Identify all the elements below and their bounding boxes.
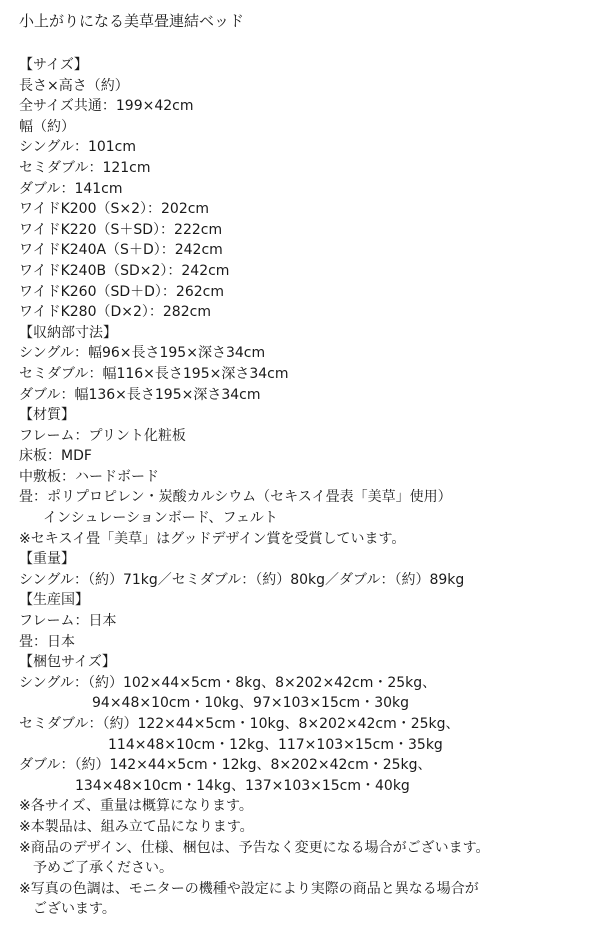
spec-line: シングル：101cm [19, 139, 137, 156]
spec-line: インシュレーションボード、フェルト [43, 510, 278, 527]
spec-line: セミダブル：（約）122×44×5cm・10kg、8×202×42cm・25kg、 [19, 716, 460, 732]
spec-line: 全サイズ共通：199×42cm [19, 98, 194, 115]
spec-line: 長さ×高さ（約） [19, 77, 129, 94]
section-heading: 【重量】 [19, 551, 75, 568]
spec-line: フレーム：プリント化粧板 [19, 427, 186, 444]
section-heading: 【収納部寸法】 [19, 324, 117, 341]
spec-line: 床板：MDF [19, 448, 92, 465]
spec-line: シングル：幅96×長さ195×深さ34cm [19, 345, 266, 362]
spec-line: シングル：（約）71kg／セミダブル：（約）80kg／ダブル：（約）89kg [19, 571, 465, 588]
spec-line: ※本製品は、組み立て品になります。 [19, 818, 254, 835]
spec-line: セミダブル：幅116×長さ195×深さ34cm [19, 365, 289, 382]
spec-line: セミダブル：121cm [19, 159, 151, 176]
spec-line: シングル：（約）102×44×5cm・8kg、8×202×42cm・25kg、 [19, 674, 437, 691]
spec-line: ※写真の色調は、モニターの機種や設定により実際の商品と異なる場合が [19, 880, 479, 897]
spec-line: 幅（約） [19, 118, 75, 135]
spec-line: 畳：ポリプロピレン・炭酸カルシウム（セキスイ畳表「美草」使用） [19, 489, 452, 506]
spec-line: ※商品のデザイン、仕様、梱包は、予告なく変更になる場合がございます。 [19, 839, 490, 856]
spec-line: 畳：日本 [19, 633, 75, 650]
section-heading: 【梱包サイズ】 [19, 654, 116, 671]
spec-line: ワイドK260（SD＋D）：262cm [19, 283, 224, 300]
spec-line: ワイドK240A（S＋D）：242cm [19, 242, 223, 259]
section-heading: 【生産国】 [19, 592, 89, 609]
spec-line: 134×48×10cm・14kg、137×103×15cm・40kg [75, 777, 410, 794]
spec-line: ワイドK240B（SD×2）：242cm [19, 262, 230, 279]
spec-line: ※各サイズ、重量は概算になります。 [19, 798, 253, 815]
spec-line: ワイドK220（S＋SD）：222cm [19, 221, 223, 238]
spec-line: ワイドK200（S×2）：202cm [19, 201, 210, 218]
spec-line: ダブル：141cm [19, 180, 123, 197]
spec-line: ワイドK280（D×2）：282cm [19, 304, 211, 321]
section-heading: 【材質】 [19, 407, 75, 424]
spec-line: ※セキスイ畳「美草」はグッドデザイン賞を受賞しています。 [19, 530, 406, 547]
section-heading: 【サイズ】 [19, 57, 88, 73]
spec-line: ございます。 [33, 901, 116, 918]
spec-line: 114×48×10cm・12kg、117×103×15cm・35kg [108, 736, 443, 753]
spec-line: 予めご了承ください。 [33, 860, 173, 877]
page-title: 小上がりになる美草畳連結ベッド [19, 12, 245, 30]
spec-line: 中敷板：ハードボード [19, 468, 159, 485]
spec-line: ダブル：幅136×長さ195×深さ34cm [19, 386, 261, 403]
spec-line: 94×48×10cm・10kg、97×103×15cm・30kg [92, 695, 410, 712]
spec-line: フレーム：日本 [19, 613, 117, 630]
spec-line: ダブル：（約）142×44×5cm・12kg、8×202×42cm・25kg、 [19, 757, 432, 774]
spec-text-block [19, 55, 594, 920]
